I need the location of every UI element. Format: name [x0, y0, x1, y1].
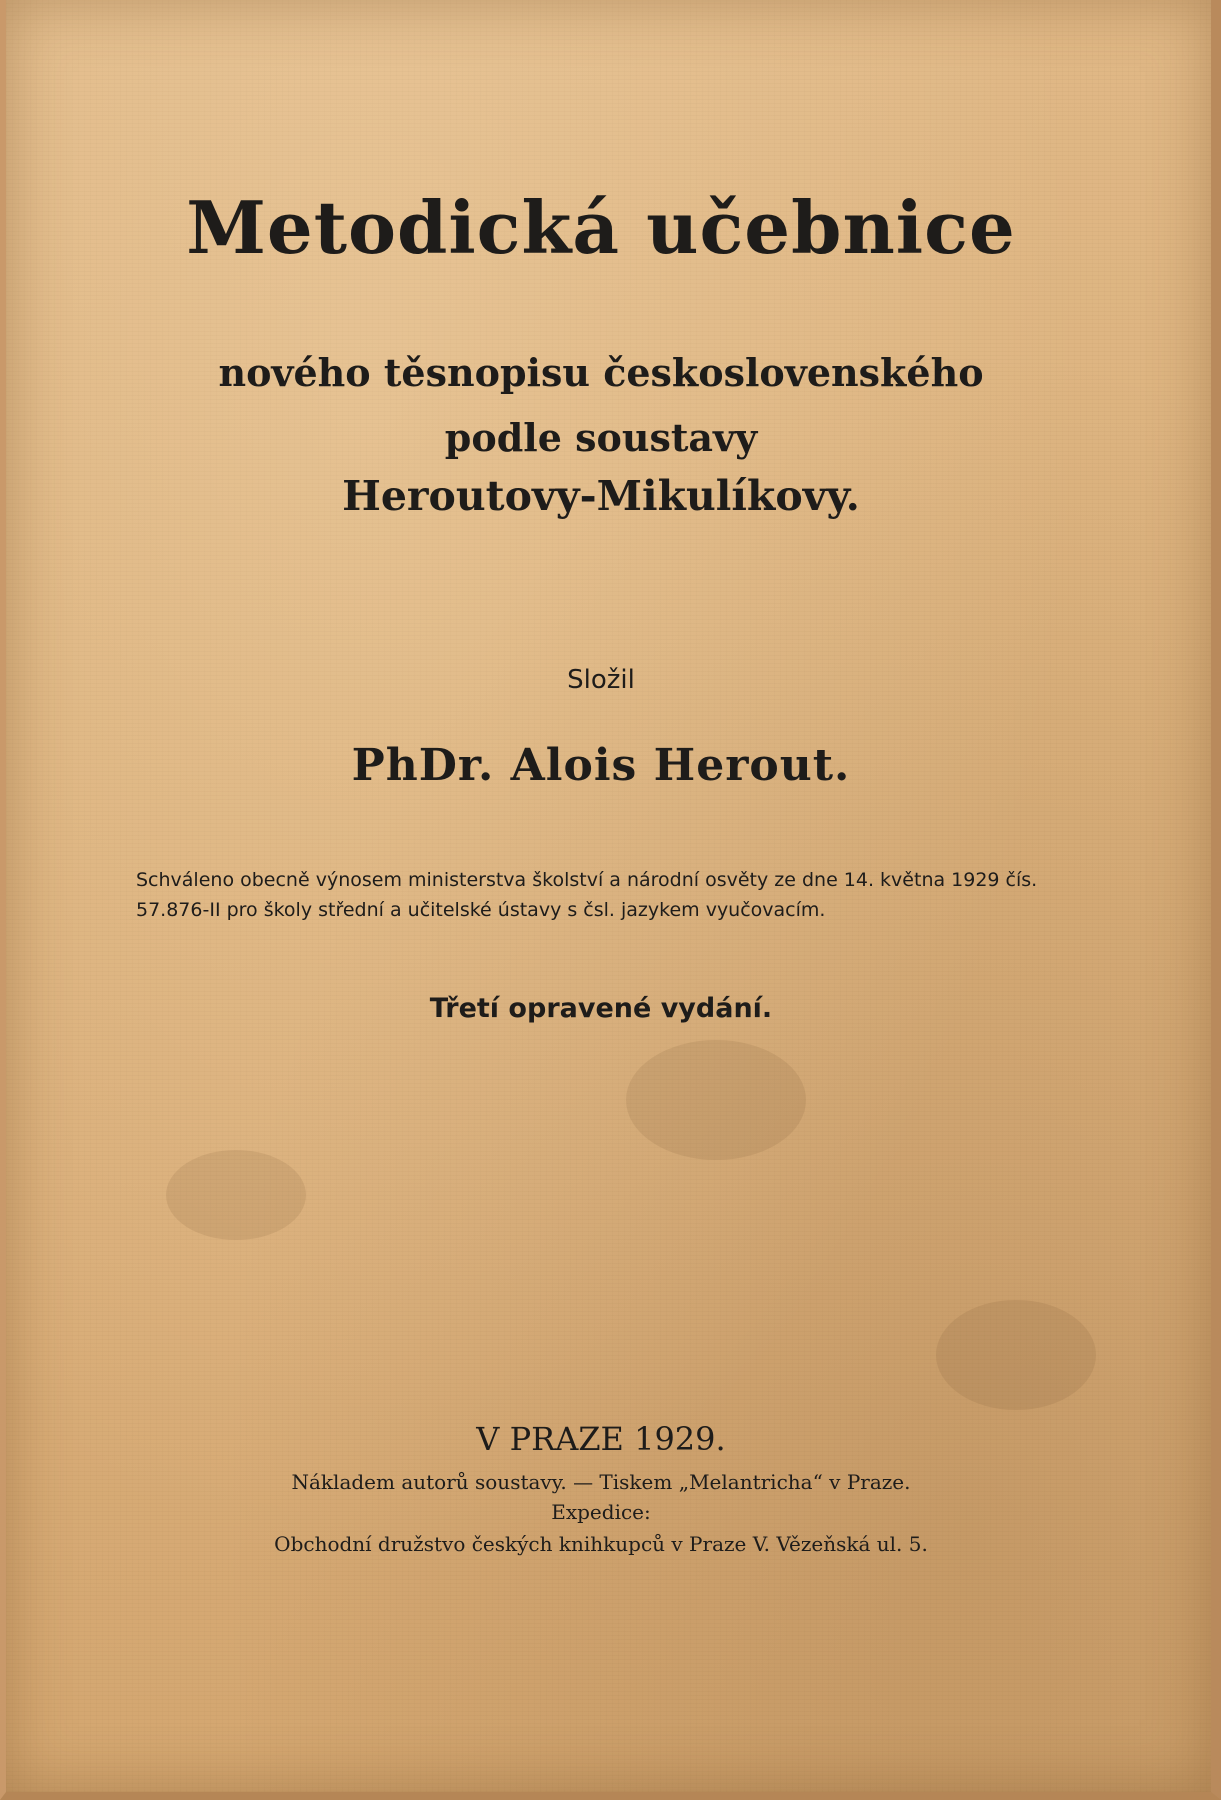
distributor-line: Obchodní družstvo českých knihkupců v Praze V. Vězeňská ul. 5.	[274, 1532, 928, 1556]
subtitle-line-1: nového těsnopisu československého	[218, 350, 984, 395]
edition-label: Třetí opravené vydání.	[429, 993, 773, 1024]
approval-notice: Schváleno obecně výnosem ministerstva školství a národní osvěty ze dne 14. května 1929 čís. 57.876-II pro školy střední a učitelské ústavy s čsl. jazykem vyučovacím.	[136, 869, 1038, 921]
composed-by-label: Složil	[567, 665, 635, 695]
subtitle-line-3: Heroutovy-Mikulíkovy.	[342, 472, 860, 520]
paper-stain	[166, 1150, 306, 1240]
paper-stain	[936, 1300, 1096, 1410]
author-name: PhDr. Alois Herout.	[351, 740, 851, 791]
expedition-label: Expedice:	[551, 1500, 651, 1524]
paper-stain	[626, 1040, 806, 1160]
publisher-line: Nákladem autorů soustavy. — Tiskem „Melantricha“ v Praze.	[291, 1470, 911, 1494]
place-and-year: V PRAZE 1929.	[476, 1420, 726, 1458]
book-title: Metodická učebnice	[186, 185, 1016, 270]
subtitle-line-2: podle soustavy	[444, 415, 758, 460]
